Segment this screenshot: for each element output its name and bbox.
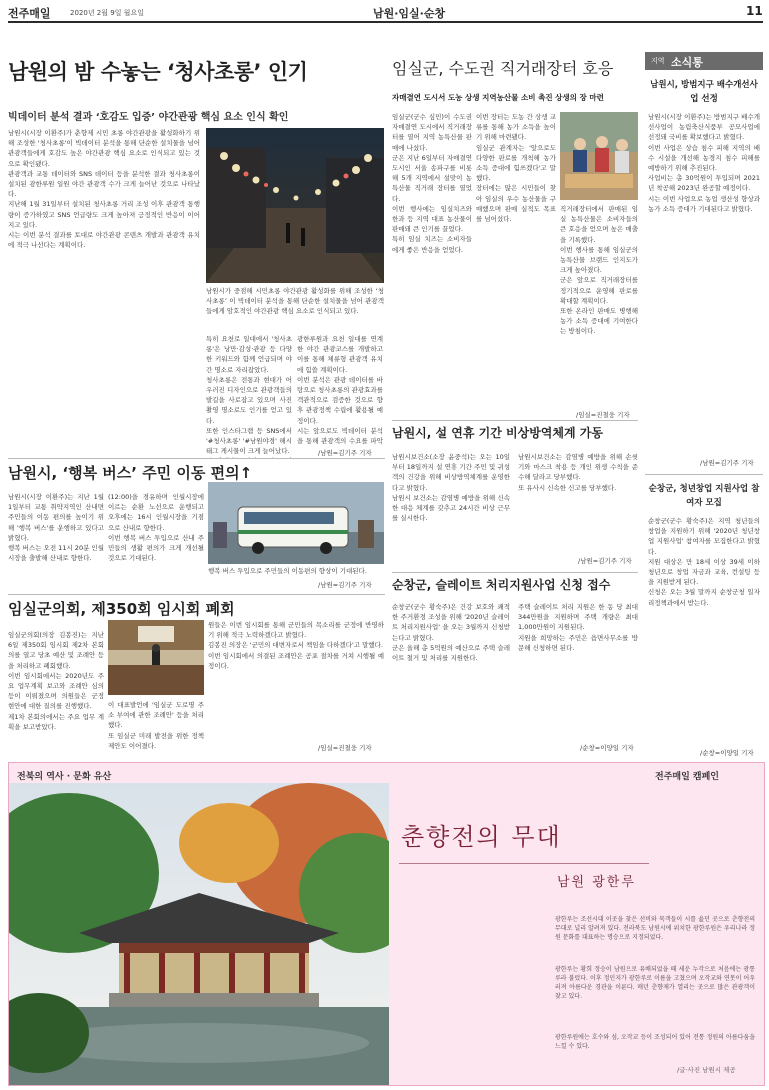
slate-col1: 순창군(군수 황숙주)은 건강 보호와 쾌적한 주거환경 조성을 위해 '2020년 슬레이트 처리지원사업' 을 오는 3월까지 신청받는다고 밝혔다. 군은 올해 총 5억원의 예산으로 주택 슬레이트 철거 및 처리를 지원한다. [392, 603, 510, 663]
lantern-street-photo [206, 128, 384, 283]
sidebar-item2-title: 순창군, 청년창업 지원사업 참여자 모집 [648, 484, 760, 508]
bus-col2: (12:00)을 경유하며 인월시장에 이르는 순환 노선으로 운행되고 오후에는 16시 인월시장을 기점으로 산내로 향한다. 이번 행복 버스 투입으로 산내 주민들의 생활 편의가 크게 개선될 것으로 기대된다. [108, 493, 204, 563]
council-headline: 임실군의회, 제350회 임시회 폐회 [8, 600, 235, 618]
campaign-name: 남원 광한루 [557, 875, 636, 890]
slate-byline: /순창=이양일 기자 [580, 744, 634, 752]
holiday-col2: 남원시보건소는 감염병 예방을 위해 손씻기와 마스크 착용 등 개인 위생 수칙을 준수해 달라고 당부했다. 또 유사시 신속한 신고를 당부했다. [518, 453, 638, 492]
sidebar-label: 지역 [651, 57, 665, 65]
section-name: 남원·임실·순창 [373, 7, 446, 20]
paper-name: 전주매일 [8, 7, 51, 20]
sidebar-item1-title: 남원시, 방범지구 배수개선사업 선정 [650, 80, 758, 104]
bus-photo-caption: 행복 버스 투입으로 주민들의 이동편의 향상이 기대된다. [208, 567, 367, 575]
sidebar-item1-body: 남원시(시장 이환주)는 방범지구 배수개선사업이 농림축산식품부 공모사업에 선정돼 국비를 확보했다고 밝혔다. 이번 사업은 상습 침수 피해 지역의 배수 시설을 개선해 농경지 침수 피해를 예방하기 위해 추진된다. 사업비는 총 30억원이 투입되며 2021년 착공해 2023년 완공할 예정이다. 시는 이번 사업으로 농업 생산성 향상과 농가 소득 증대가 기대된다고 밝혔다. [648, 113, 760, 213]
campaign-title-rule [399, 863, 649, 864]
main-article-col3: 광한루원과 요천 일대를 연계한 야간 관광코스를 개발하고 이를 통해 체류형 관광객 유치에 힘쓸 계획이다. 이번 분석은 관광 데이터를 바탕으로 청사초롱의 관광효과를 객관적으로 검증한 것으로 향후 관광정책 수립에 활용될 예정이다. 시는 앞으로도 빅데이터 분석을 통해 관광객의 수요를 파악 [297, 335, 383, 446]
campaign-body2: 광한루는 황희 정승이 남원으로 유배되었을 때 세운 누각으로 처음에는 광통루라 불렀다. 이후 정인지가 광한루로 이름을 고쳤으며 오작교와 연못이 어우러져 아름다운 경관을 이룬다. 매년 춘향제가 열리는 곳으로 많은 관광객이 찾고 있다. [555, 966, 755, 1000]
bus-byline: /남원=김기주 기자 [318, 581, 372, 589]
bus-photo [208, 482, 384, 564]
campaign-box [8, 762, 765, 1086]
divider-left-2 [8, 594, 385, 595]
council-byline: /임실=진철웅 기자 [318, 744, 372, 752]
campaign-series: 전북의 역사 · 문화 유산 [17, 772, 112, 782]
slate-headline: 순창군, 슬레이트 처리지원사업 신청 접수 [392, 578, 611, 592]
market-col3: 직거래장터에서 판매된 임실 농특산물은 소비자들의 큰 호응을 얻으며 높은 매출을 기록했다. 이번 행사를 통해 임실군의 농특산물 브랜드 인지도가 크게 높아졌다. 군은 앞으로 직거래장터를 정기적으로 운영해 판로를 확대할 계획이다. 또한 온라인 판매도 병행해 농가 소득 증대에 기여한다는 방침이다. [560, 205, 638, 336]
main-subhead: 빅데이터 분석 결과 ‘호감도 입증’ 야간관광 핵심 요소 인식 확인 [8, 112, 289, 123]
market-col1: 임실군(군수 심민)이 수도권 자매결연 도시에서 직거래장터를 열어 지역 농특산물 판매에 나섰다. 군은 지난 6일부터 자매결연 도시인 서울 송파구를 비롯해 5개 지역에서 설맞이 농특산물 직거래 장터를 열었다. 이번 행사에는 임실치즈와 한과 등 지역 대표 농산물이 판매돼 큰 인기를 끌었다. 특히 임실 치즈는 소비자들에게 좋은 반응을 얻었다. [392, 113, 472, 254]
campaign-byline: /글·사진 남원시 제공 [677, 1066, 736, 1074]
market-headline: 임실군, 수도권 직거래장터 호응 [392, 59, 614, 78]
market-col2: 이번 장터는 도농 간 상생 교류를 통해 농가 소득을 높이기 위해 마련됐다. 임실군 관계자는 '앞으로도 다양한 판로를 개척해 농가 소득 증대에 힘쓰겠다'고 말했다. 장터에는 많은 시민들이 찾아 임실의 우수 농산물을 구매했으며 판매 실적도 목표를 넘어섰다. [476, 113, 556, 224]
holiday-byline: /남원=김기주 기자 [578, 557, 632, 565]
gwanghallu-photo [9, 783, 389, 1085]
page-number: 11 [746, 4, 763, 18]
divider-mid-2 [392, 572, 638, 573]
campaign-brand: 전주매일 캠페인 [655, 772, 719, 782]
council-photo [108, 620, 204, 695]
sidebar-header [645, 52, 763, 70]
campaign-body3: 광한루원에는 호수와 섬, 오작교 등이 조성되어 있어 전통 정원의 아름다움을 느낄 수 있다. [555, 1034, 755, 1050]
council-col2: 이 대표발언에 '임실군 도로명 주소 부여에 관한 조례안' 등을 처리했다. 또 임실군 미래 발전을 위한 정책 제안도 이어졌다. [108, 701, 204, 750]
sidebar-title: 소식통 [671, 56, 703, 69]
sidebar-divider [645, 474, 763, 475]
campaign-title: 춘향전의 무대 [401, 823, 562, 851]
sidebar-item2-byline: /순창=이양일 기자 [700, 749, 754, 757]
bus-headline: 남원시, ‘행복 버스’ 주민 이동 편의↑ [8, 464, 253, 482]
divider-mid-1 [392, 420, 638, 421]
main-article-col2: 특히 요천로 일대에서 '청사초롱'은 낭만·감성·관광 등 다양한 키워드와 함께 언급되며 야간 명소로 자리잡았다. 청사초롱은 전통과 현대가 어우러진 디자인으로 관광객들의 발길을 사로잡고 있으며 사진 촬영 명소로도 인기를 얻고 있다. 또한 인스타그램 등 SNS에서 '#청사초롱' '#남원야경' 해시태그 게시물이 크게 늘어났다. [206, 335, 292, 456]
market-photo [560, 112, 638, 200]
sidebar-item1-byline: /남원=김기주 기자 [700, 459, 754, 467]
market-byline: /임실=진철웅 기자 [576, 411, 630, 419]
divider-left-1 [8, 458, 385, 459]
council-col3: 원들은 이번 임시회를 통해 군민들의 목소리를 군정에 반영하기 위해 적극 노력하겠다고 밝혔다. 김봉진 의장은 '군민의 대변자로서 책임을 다하겠다'고 말했다. 이번 임시회에서 의결된 조례안은 공포 절차를 거쳐 시행될 예정이다. [208, 621, 384, 670]
main-article-col1: 남원시(시장 이환주)가 춘향제 시민 초롱 야간관광을 활성화하기 위해 조성한 '청사초롱'이 빅데이터 분석을 통해 단순한 설치물을 넘어 관광객들에게 호감도 높은 야간관광 핵심 요소로 인식되고 있는 것으로 확인됐다. 관광객과 교통 데이터와 SNS 데이터 등을 분석한 결과 청사초롱이 설치된 광한루원 일원 야간 관광객 수가 크게 늘어난 것으로 나타났다. 지난해 1월 31일부터 설치된 청사초롱 거리 조성 이후 관광객 통행량이 증가하였고 SNS 언급량도 크게 높아져 긍정적인 반응이 이어지고 있다. 시는 이번 분석 결과를 토대로 야간관광 콘텐츠 개발과 관광객 유치에 적극 나선다는 계획이다. [8, 129, 200, 250]
issue-date: 2020년 2월 9일 월요일 [70, 9, 144, 17]
masthead [8, 3, 763, 21]
holiday-col1: 남원시보건소(소장 윤중석)는 오는 10일부터 18일까지 설 연휴 기간 주민 및 귀성객의 건강을 위해 비상방역체계를 운영한다고 밝혔다. 남원시 보건소는 감염병 예방을 위해 신속한 대응 체계를 갖추고 24시간 비상 근무를 실시한다. [392, 453, 510, 523]
header-rule [8, 21, 763, 23]
market-subhead: 자매결연 도시서 도농 상생 지역농산물 소비 촉진 상생의 장 마련 [392, 93, 604, 102]
campaign-body1: 광한루는 조선시대 이곳을 찾은 선비와 묵객들이 시를 읊던 곳으로 춘향전의 무대로 널리 알려져 있다. 전라북도 남원시에 위치한 광한루원은 우리나라 정원 문화를 대표하는 명승으로 지정되었다. [555, 916, 755, 941]
council-col1: 임실군의회(의장 김봉진)는 지난 6일 제350회 임시회 제2차 본회의를 열고 당초 예산 및 조례안 등을 처리하고 폐회했다. 이번 임시회에서는 2020년도 주요 업무계획 보고와 조례안 심의 등이 이뤄졌으며 의원들은 군정 현안에 대한 질의를 진행했다. 제1차 본회의에서는 주요 업무 계획을 보고받았다. [8, 631, 104, 731]
slate-col2: 주택 슬레이트 처리 지원은 한 동 당 최대 344만원을 지원하며 주택 개량은 최대 1,000만원이 지원된다. 지원을 희망하는 주민은 읍면사무소를 방문해 신청하면 된다. [518, 603, 638, 652]
holiday-headline: 남원시, 설 연휴 기간 비상방역체계 가동 [392, 426, 603, 440]
main-byline: /남원=김기주 기자 [318, 449, 372, 457]
main-headline: 남원의 밤 수놓는 ‘청사초롱’ 인기 [8, 60, 308, 84]
bus-col1: 남원시(시장 이환주)는 지난 1월 1일부터 교통 취약지역인 산내면 주민들의 이동 편의를 높이기 위해 '행복 버스'를 운행하고 있다고 밝혔다. 행복 버스는 오전 11시 20분 인월시장을 출발해 산내로 향한다. [8, 493, 104, 563]
sidebar-item2-body: 순창군(군수 황숙주)은 지역 청년들의 창업을 지원하기 위해 '2020년 청년창업 지원사업' 참여자를 모집한다고 밝혔다. 지원 대상은 만 18세 이상 39세 이하 청년으로 창업 자금과 교육, 컨설팅 등을 지원받게 된다. 신청은 오는 3월 말까지 순창군청 일자리정책과에서 받는다. [648, 517, 760, 607]
main-photo-caption: 남원시가 중점해 시민초롱 야간관광 활성화를 위해 조성한 ‘청사초롱’ 이 빅데이터 분석을 통해 단순한 설치물을 넘어 관광객 들에게 암호적인 야간관광 핵심 요소로 인식되고 있다. [206, 287, 384, 315]
